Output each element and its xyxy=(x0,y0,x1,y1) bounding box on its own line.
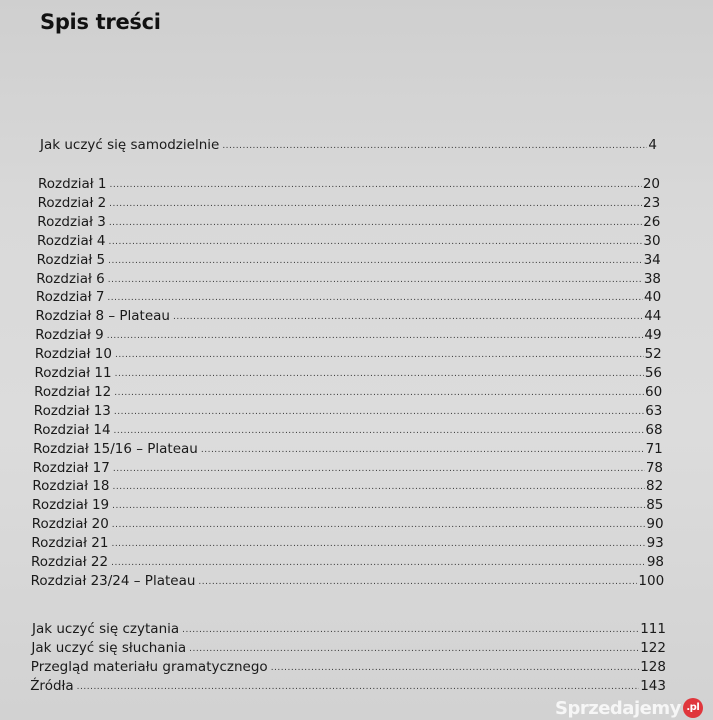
toc-entry xyxy=(35,364,663,381)
toc-entry-title: Rozdział 14 xyxy=(33,421,111,438)
toc-entry-page: 100 xyxy=(638,572,665,589)
toc-entry xyxy=(33,440,663,457)
toc-entry-title: Rozdział 12 xyxy=(34,383,112,400)
leader-dots xyxy=(112,519,646,532)
leader-dots xyxy=(201,444,645,457)
watermark-text: Sprzedajemy xyxy=(555,698,681,719)
leader-dots xyxy=(109,198,642,211)
toc-entry xyxy=(32,620,666,637)
toc-entry xyxy=(35,345,662,362)
toc-entry-page: 38 xyxy=(643,270,661,287)
toc-entry xyxy=(36,270,661,287)
toc-entry xyxy=(38,194,661,211)
toc-entry-title: Rozdział 19 xyxy=(32,497,110,514)
toc-entry-page: 90 xyxy=(646,516,664,533)
leader-dots xyxy=(107,330,644,343)
toc-entry-page: 40 xyxy=(644,289,662,306)
toc-entry-title: Rozdział 1 xyxy=(38,176,107,192)
toc-entry xyxy=(32,477,663,494)
toc-entry-page: 4 xyxy=(648,137,657,153)
toc-entry-page: 60 xyxy=(645,383,663,400)
toc-entry-page: 20 xyxy=(642,176,660,192)
toc-entry xyxy=(40,136,657,153)
toc-entry-title: Rozdział 7 xyxy=(35,289,105,306)
toc-entry-title: Rozdział 6 xyxy=(36,270,105,287)
toc-entry-title: Rozdział 18 xyxy=(32,478,110,495)
leader-dots xyxy=(107,292,643,305)
toc-entry-title: Rozdział 22 xyxy=(31,554,109,570)
watermark-logo xyxy=(555,698,703,720)
toc-entry-title: Rozdział 3 xyxy=(37,213,106,230)
toc-entry-page: 26 xyxy=(643,213,661,230)
toc-entry-title: Rozdział 2 xyxy=(37,194,107,211)
toc-entry-title: Rozdział 4 xyxy=(36,232,106,249)
toc-entry-page: 44 xyxy=(644,308,662,325)
leader-dots xyxy=(108,255,642,268)
toc-entry-page: 23 xyxy=(643,194,661,211)
toc-entry-page: 68 xyxy=(645,421,663,438)
toc-entry xyxy=(36,307,662,324)
leader-dots xyxy=(189,643,639,656)
leader-dots xyxy=(114,406,644,419)
toc-entry-title: Rozdział 10 xyxy=(34,346,112,363)
leader-dots xyxy=(113,481,646,494)
leader-dots xyxy=(108,236,642,249)
toc-entry-title: Rozdział 13 xyxy=(33,402,111,419)
leader-dots xyxy=(77,681,640,694)
leader-dots xyxy=(182,624,639,637)
toc-entry xyxy=(38,175,660,192)
toc-entry-title: Rozdział 9 xyxy=(35,327,104,344)
toc-entry xyxy=(31,534,663,551)
toc-entry-page: 52 xyxy=(644,346,662,363)
toc-entry-page: 63 xyxy=(645,402,663,419)
toc-entry xyxy=(31,639,666,656)
toc-entry xyxy=(33,459,663,476)
toc-entry xyxy=(37,213,660,230)
toc-entry xyxy=(35,326,661,343)
toc-entry-page: 56 xyxy=(644,365,662,381)
toc-entry xyxy=(36,288,661,305)
toc-entry-title: Jak uczyć się samodzielnie xyxy=(40,137,220,153)
page-title: Spis treści xyxy=(40,10,161,34)
toc-entry xyxy=(37,251,661,268)
toc-entry-page: 143 xyxy=(640,678,666,694)
toc-entry xyxy=(31,553,664,570)
leader-dots xyxy=(108,274,643,287)
leader-dots xyxy=(110,179,642,192)
toc-entry-page: 93 xyxy=(646,535,664,552)
toc-entry-page: 30 xyxy=(643,232,661,249)
toc-entry-title: Źródła xyxy=(30,678,74,694)
toc-entry xyxy=(31,572,665,589)
leader-dots xyxy=(271,662,640,675)
toc-entry-title: Rozdział 11 xyxy=(34,365,112,381)
leader-dots xyxy=(112,500,645,513)
toc-entry-title: Rozdział 20 xyxy=(31,516,109,533)
leader-dots xyxy=(173,311,643,324)
toc-entry-title: Jak uczyć się czytania xyxy=(32,621,180,637)
toc-entry-page: 122 xyxy=(640,640,666,656)
watermark-badge: .pl xyxy=(683,698,703,718)
toc-entry-page: 111 xyxy=(640,621,666,637)
toc-entry-title: Przegląd materiału gramatycznego xyxy=(30,659,268,675)
leader-dots xyxy=(115,349,644,362)
leader-dots xyxy=(111,538,645,551)
toc-entry xyxy=(31,658,666,675)
toc-entry xyxy=(33,421,662,438)
toc-entry-page: 82 xyxy=(646,478,664,495)
toc-entry-page: 78 xyxy=(645,459,663,476)
toc-entry-page: 85 xyxy=(646,497,664,514)
leader-dots xyxy=(111,557,646,570)
toc-entry xyxy=(34,402,663,419)
toc-entry-title: Rozdział 23/24 – Plateau xyxy=(30,572,196,589)
leader-dots xyxy=(115,368,644,381)
toc-entry-title: Jak uczyć się słuchania xyxy=(31,640,187,656)
toc-entry-page: 98 xyxy=(646,554,664,570)
toc-entry-page: 71 xyxy=(645,440,663,457)
leader-dots xyxy=(114,425,645,438)
toc-entry xyxy=(37,232,661,249)
leader-dots xyxy=(114,387,644,400)
leader-dots xyxy=(198,576,637,589)
toc-entry xyxy=(32,515,664,532)
toc-entry xyxy=(32,496,663,513)
toc-entry-page: 49 xyxy=(644,327,662,344)
toc-entry xyxy=(34,383,662,400)
leader-dots xyxy=(113,463,645,476)
toc-entry-title: Rozdział 17 xyxy=(32,459,110,476)
toc-entry xyxy=(30,677,666,694)
leader-dots xyxy=(109,217,642,230)
toc-entry-title: Rozdział 8 – Plateau xyxy=(35,308,170,325)
toc-entry-title: Rozdział 5 xyxy=(36,251,106,268)
toc-entry-title: Rozdział 15/16 – Plateau xyxy=(33,440,198,457)
leader-dots xyxy=(222,140,647,153)
toc-entry-title: Rozdział 21 xyxy=(31,535,109,552)
toc-entry-page: 34 xyxy=(643,251,661,268)
toc-entry-page: 128 xyxy=(640,659,666,675)
